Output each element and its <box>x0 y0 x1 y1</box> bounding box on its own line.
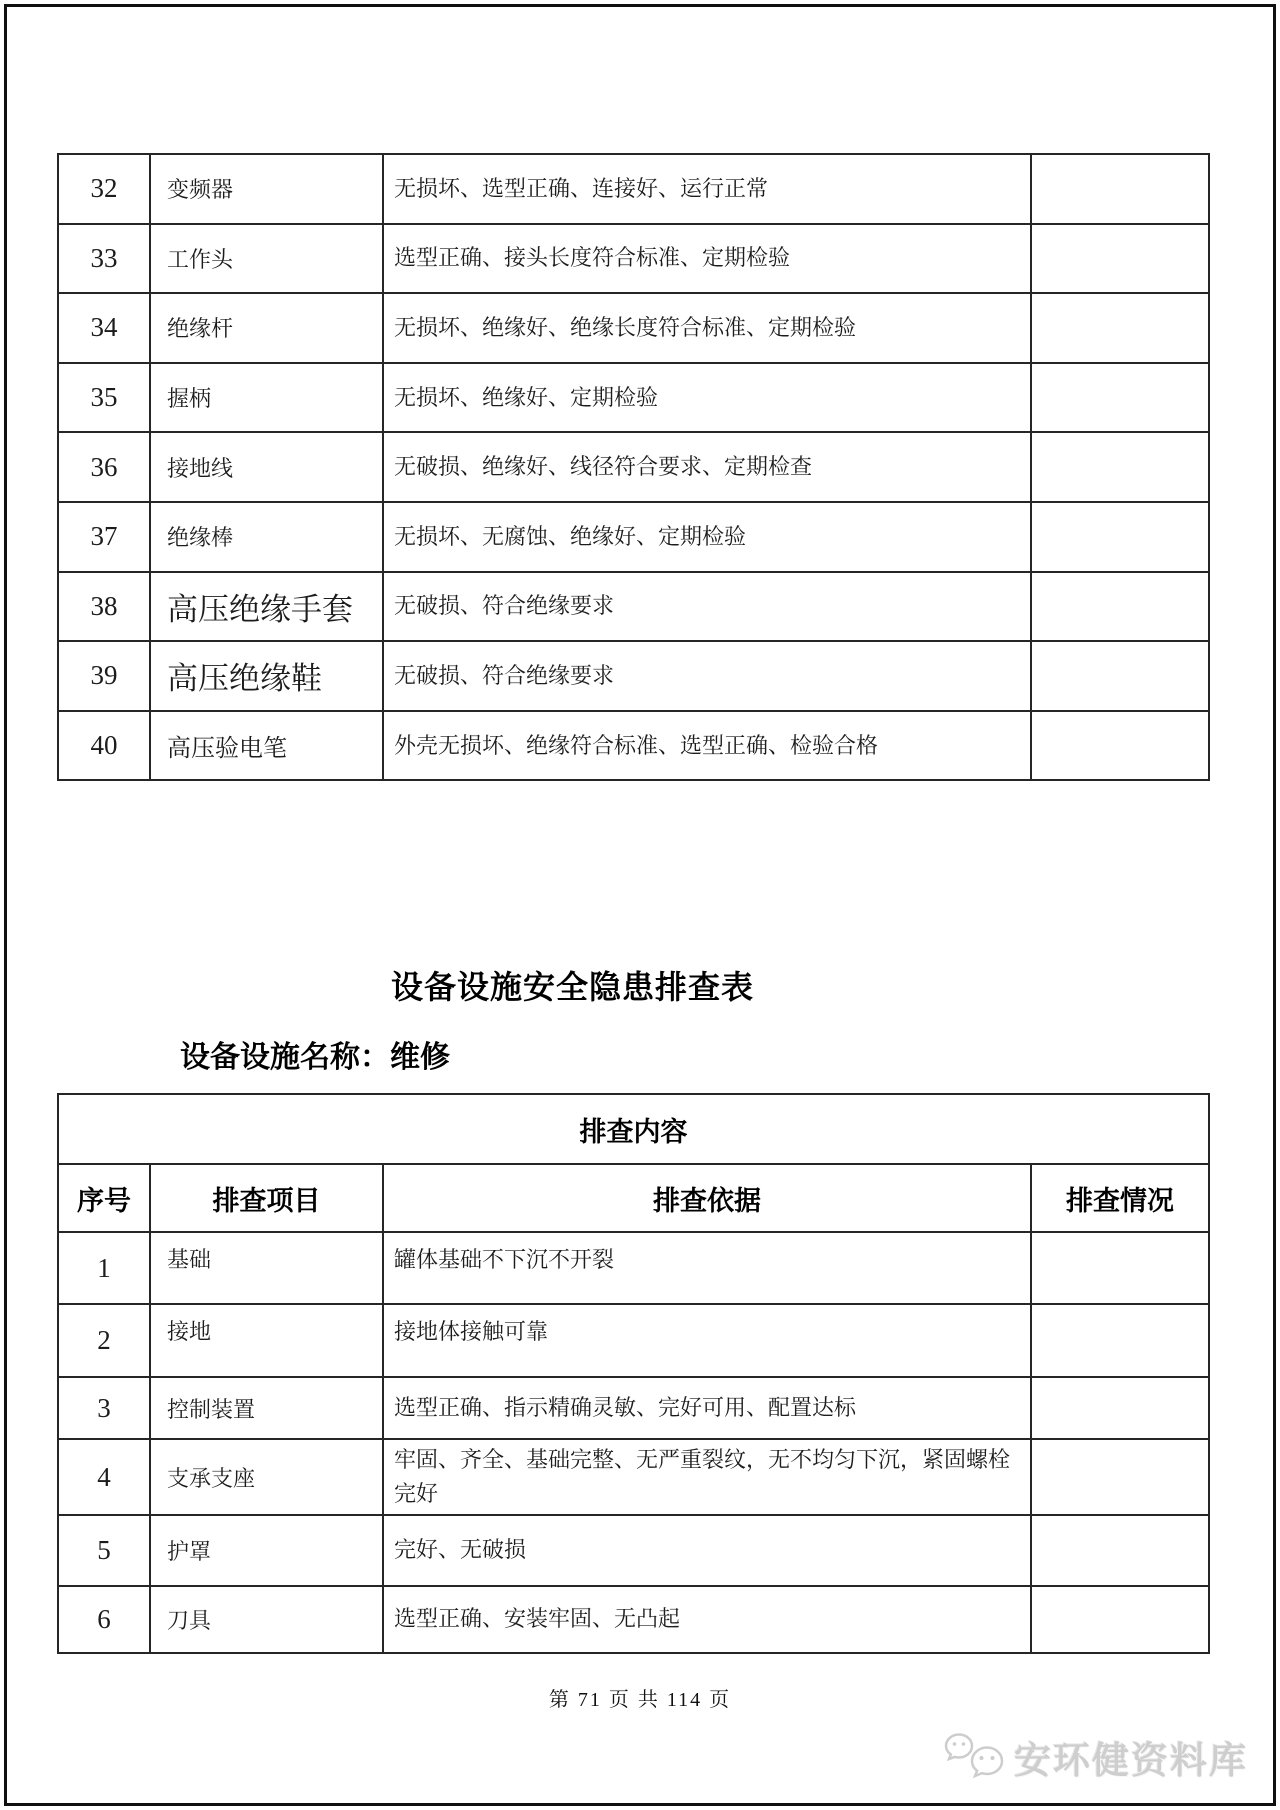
page-number-footer: 第 71 页 共 114 页 <box>548 1689 732 1711</box>
inspection-basis-cell: 接地体接触可靠 <box>383 1304 1031 1377</box>
inspection-status-cell <box>1031 572 1209 642</box>
row-number-cell: 1 <box>58 1232 150 1304</box>
table-row <box>58 432 1209 502</box>
inspection-basis-cell: 选型正确、接头长度符合标准、定期检验 <box>383 224 1031 294</box>
equipment-name-line: 设备设施名称：维修 <box>180 1041 450 1074</box>
section-title: 设备设施安全隐患排查表 <box>390 969 754 1005</box>
item-name-cell: 高压绝缘手套 <box>150 572 383 642</box>
column-header-item: 排查项目 <box>150 1164 383 1232</box>
row-number-cell: 4 <box>58 1439 150 1515</box>
row-number-cell: 40 <box>58 711 150 781</box>
table-row <box>58 1304 1209 1377</box>
item-name-cell: 基础 <box>150 1232 383 1304</box>
item-name-cell: 绝缘杆 <box>150 293 383 363</box>
inspection-status-cell <box>1031 432 1209 502</box>
inspection-basis-cell: 外壳无损坏、绝缘符合标准、选型正确、检验合格 <box>383 711 1031 781</box>
row-number-cell: 35 <box>58 363 150 433</box>
inspection-basis-cell: 无破损、符合绝缘要求 <box>383 572 1031 642</box>
table-row <box>58 293 1209 363</box>
inspection-basis-cell: 无损坏、绝缘好、绝缘长度符合标准、定期检验 <box>383 293 1031 363</box>
inspection-basis-cell: 选型正确、指示精确灵敏、完好可用、配置达标 <box>383 1377 1031 1439</box>
row-number-cell: 36 <box>58 432 150 502</box>
inspection-content-header: 排查内容 <box>58 1094 1209 1164</box>
item-name-cell: 工作头 <box>150 224 383 294</box>
watermark <box>944 1730 1248 1784</box>
table-row <box>58 641 1209 711</box>
item-name-cell: 护罩 <box>150 1515 383 1586</box>
inspection-status-cell <box>1031 293 1209 363</box>
inspection-basis-cell: 无损坏、绝缘好、定期检验 <box>383 363 1031 433</box>
inspection-status-cell <box>1031 224 1209 294</box>
item-name-cell: 刀具 <box>150 1586 383 1653</box>
wechat-chat-bubbles-icon <box>944 1732 1006 1782</box>
inspection-status-cell <box>1031 1232 1209 1304</box>
inspection-status-cell <box>1031 1586 1209 1653</box>
row-number-cell: 33 <box>58 224 150 294</box>
table-row <box>58 1439 1209 1515</box>
row-number-cell: 2 <box>58 1304 150 1377</box>
table-row <box>58 1232 1209 1304</box>
table-row <box>58 1586 1209 1653</box>
column-header-status: 排查情况 <box>1031 1164 1209 1232</box>
inspection-basis-cell: 无损坏、选型正确、连接好、运行正常 <box>383 154 1031 224</box>
item-name-cell: 高压验电笔 <box>150 711 383 781</box>
table-row <box>58 154 1209 224</box>
inspection-status-cell <box>1031 1377 1209 1439</box>
row-number-cell: 6 <box>58 1586 150 1653</box>
table-row <box>58 711 1209 781</box>
item-name-cell: 支承支座 <box>150 1439 383 1515</box>
table-row <box>58 363 1209 433</box>
inspection-basis-cell: 无破损、绝缘好、线径符合要求、定期检查 <box>383 432 1031 502</box>
row-number-cell: 5 <box>58 1515 150 1586</box>
row-number-cell: 37 <box>58 502 150 572</box>
inspection-basis-cell: 牢固、齐全、基础完整、无严重裂纹，无不均匀下沉，紧固螺栓完好 <box>383 1439 1031 1515</box>
table-row <box>58 224 1209 294</box>
inspection-status-cell <box>1031 711 1209 781</box>
item-name-cell: 变频器 <box>150 154 383 224</box>
inspection-status-cell <box>1031 1439 1209 1515</box>
table-row <box>58 1515 1209 1586</box>
item-name-cell: 接地 <box>150 1304 383 1377</box>
column-header-row <box>58 1164 1209 1232</box>
inspection-status-cell <box>1031 154 1209 224</box>
row-number-cell: 3 <box>58 1377 150 1439</box>
item-name-cell: 接地线 <box>150 432 383 502</box>
inspection-status-cell <box>1031 363 1209 433</box>
table-row <box>58 1377 1209 1439</box>
span-header-row <box>58 1094 1209 1164</box>
hazard-inspection-table <box>57 1093 1210 1654</box>
inspection-basis-cell: 罐体基础不下沉不开裂 <box>383 1232 1031 1304</box>
inspection-status-cell <box>1031 1304 1209 1377</box>
column-header-basis: 排查依据 <box>383 1164 1031 1232</box>
row-number-cell: 38 <box>58 572 150 642</box>
equipment-inspection-table <box>57 153 1210 781</box>
row-number-cell: 32 <box>58 154 150 224</box>
watermark-label: 安环健资料库 <box>1014 1741 1248 1782</box>
table-row <box>58 572 1209 642</box>
inspection-basis-cell: 无损坏、无腐蚀、绝缘好、定期检验 <box>383 502 1031 572</box>
row-number-cell: 34 <box>58 293 150 363</box>
item-name-cell: 高压绝缘鞋 <box>150 641 383 711</box>
item-name-cell: 绝缘棒 <box>150 502 383 572</box>
item-name-cell: 控制装置 <box>150 1377 383 1439</box>
inspection-status-cell <box>1031 1515 1209 1586</box>
table-row <box>58 502 1209 572</box>
inspection-basis-cell: 完好、无破损 <box>383 1515 1031 1586</box>
inspection-status-cell <box>1031 502 1209 572</box>
column-header-no: 序号 <box>58 1164 150 1232</box>
item-name-cell: 握柄 <box>150 363 383 433</box>
inspection-status-cell <box>1031 641 1209 711</box>
inspection-basis-cell: 无破损、符合绝缘要求 <box>383 641 1031 711</box>
row-number-cell: 39 <box>58 641 150 711</box>
inspection-basis-cell: 选型正确、安装牢固、无凸起 <box>383 1586 1031 1653</box>
